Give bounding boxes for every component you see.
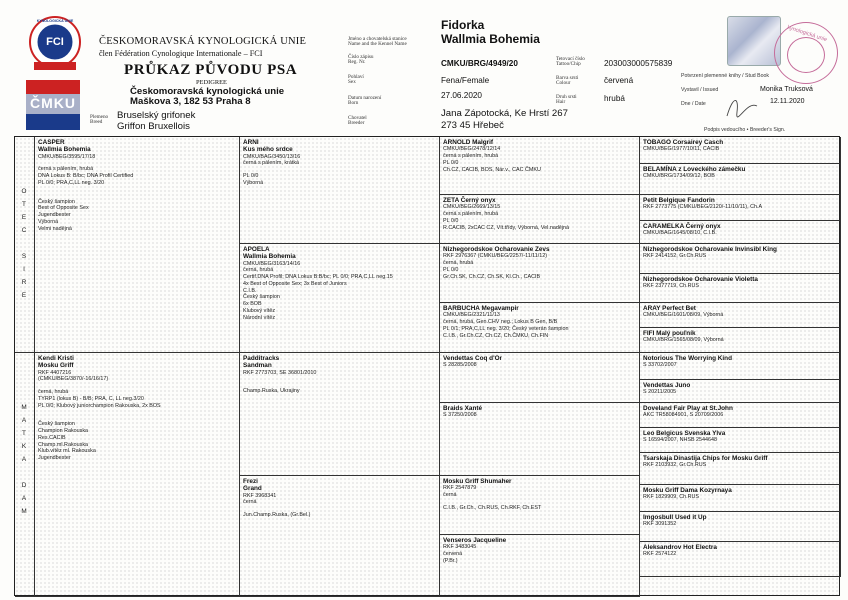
- great-great-grandparent-cell: [640, 403, 841, 428]
- dog-detail-line: PL 0/0: [443, 266, 459, 273]
- dog-detail-line: PL 0/0; Klubový juniorchampion Rakouska, 2x BOS: [38, 402, 161, 409]
- dog-name: Imgosbull Used it Up: [643, 514, 707, 521]
- dog-name: ARNI: [243, 139, 259, 146]
- great-great-grandparent-cell: [640, 428, 841, 453]
- dog-detail-line: Výborná: [38, 218, 59, 225]
- dog-name: CARAMELKA Černý onyx: [643, 223, 721, 230]
- stamp-issued-by: Monika Truksová: [760, 86, 813, 93]
- doc-title: PRŮKAZ PŮVODU PSA: [124, 62, 298, 78]
- grandparent-cell: [240, 137, 440, 244]
- dog-kennel: Mosku Griff: [38, 362, 74, 370]
- dog-detail-line: Český šampion: [243, 294, 280, 301]
- dog-detail-line: černá s pálením, krátká: [243, 160, 300, 167]
- dog-detail-line: černá, hrubá: [38, 389, 69, 396]
- dog-detail-line: DNA Lokus B: B/bc; DNA Profil Certified: [38, 173, 134, 180]
- signature: [725, 92, 759, 122]
- great-grandparent-cell: [440, 195, 640, 244]
- dog-detail-line: S 20211/2005: [643, 389, 677, 396]
- dog-detail-line: CMKU/BEG/2321/11/13: [443, 312, 500, 319]
- grandparent-cell: [240, 244, 440, 353]
- doc-subtitle: PEDIGREE: [196, 79, 227, 86]
- dog-detail-line: Champ.ml.Rakouska: [38, 441, 89, 448]
- grandparent-cell: [240, 353, 440, 476]
- dog-detail-line: černá s pálením, hrubá: [443, 211, 499, 218]
- great-great-grandparent-cell: [640, 164, 841, 195]
- dog-name: Nizhegorodskoe Ocharovanie Invinsibl King: [643, 246, 777, 253]
- great-great-grandparent-cell: [640, 303, 841, 328]
- dog-detail-line: CMKU/BEG/3595/17/18: [38, 153, 96, 160]
- dog-detail-line: PL 0/0: [443, 217, 459, 224]
- side-letter: O: [21, 188, 27, 195]
- dog-sex: Fena/Female: [441, 76, 490, 85]
- org-membership: člen Fédération Cynologique Internationale – FCI: [99, 49, 263, 58]
- great-great-grandparent-cell: [640, 221, 841, 244]
- dog-detail-line: černá s pálením, hrubá: [38, 166, 94, 173]
- side-letter: K: [21, 443, 27, 450]
- dog-kennel: Sandman: [243, 362, 272, 370]
- dog-detail-line: S 33702/2007: [643, 362, 677, 369]
- dog-name: APOELA: [243, 246, 270, 253]
- side-letter: M: [21, 508, 27, 515]
- side-letter: A: [21, 495, 27, 502]
- dog-detail-line: RKF 1829909, Ch.RUS: [643, 494, 700, 501]
- dog-name: Vendettas Juno: [643, 382, 691, 389]
- dog-detail-line: 6x BOB: [243, 301, 262, 308]
- tattoo-label: Tetovací číslo Tattoo/Chip: [556, 56, 585, 68]
- cmku-logo-text: ČMKU: [30, 95, 76, 111]
- dog-detail-line: TYRP1 (lokus B) - B/B; PRA, C, LL neg.3/20: [38, 395, 144, 402]
- colour-label: Barva srsti Colour: [556, 75, 579, 87]
- dog-detail-line: Výborná: [243, 179, 264, 186]
- dog-detail-line: 4x Best of Opposite Sex; 3x Best of Juniors: [243, 280, 347, 287]
- dog-detail-line: CMKU/BRG/1565/08/09, Výborná: [643, 337, 724, 344]
- dog-detail-line: černá, hrubá: [443, 260, 474, 267]
- fci-logo: [28, 14, 82, 74]
- dog-name: ZETA Černý onyx: [443, 197, 496, 204]
- dog-detail-line: Velmi nadějná: [38, 225, 72, 232]
- dog-breeder-line1: Jana Zápotocká, Ke Hrstí 267: [441, 108, 568, 119]
- dog-detail-line: CMKU/BAG/1645/08/10, C.I.B.: [643, 230, 717, 237]
- fci-logo-text: FCI: [46, 36, 64, 48]
- dog-name: Vendettas Coq d'Or: [443, 355, 503, 362]
- dog-kennel: Grand: [243, 485, 262, 493]
- side-letter: C: [21, 227, 27, 234]
- issuer-name: Českomoravská kynologická unie: [130, 86, 285, 97]
- dog-name: Mosku Griff Dama Kozyrnaya: [643, 487, 732, 494]
- great-great-grandparent-cell: [640, 453, 841, 485]
- org-name: ČESKOMORAVSKÁ KYNOLOGICKÁ UNIE: [99, 36, 307, 47]
- great-great-grandparent-cell: [640, 353, 841, 380]
- dog-detail-line: černá s pálením, hrubá: [443, 153, 499, 160]
- dog-chip: 203003000575839: [604, 59, 673, 68]
- dog-detail-line: CMKU/BAG/3450/13/16: [243, 153, 301, 160]
- sire-dam-cell: [35, 137, 240, 353]
- great-grandparent-cell: [440, 244, 640, 303]
- dog-detail-line: S 16594/2007, NHSB 2544648: [643, 437, 718, 444]
- dog-detail-line: RKF 2547879: [443, 485, 477, 492]
- dog-name: Aleksandrov Hot Electra: [643, 544, 717, 551]
- cmku-logo: [26, 80, 80, 130]
- great-grandparent-cell: [440, 137, 640, 195]
- pedigree-grid: [14, 136, 840, 596]
- dog-detail-line: CMKU/BEG/1601/08/09, Výborná: [643, 312, 724, 319]
- dog-name: Padditracks: [243, 355, 280, 362]
- side-letter: E: [21, 292, 27, 299]
- dog-detail-line: S 28285/2008: [443, 362, 477, 369]
- born-label: Datum narození Born: [348, 95, 382, 107]
- dog-name: FIFI Malý pouľník: [643, 330, 696, 337]
- dog-detail-line: RKF 2773703, SE 36801/2010: [243, 369, 317, 376]
- dog-detail-line: Jugendbester: [38, 212, 71, 219]
- stamp-date-label: Dne / Date: [681, 101, 706, 107]
- great-grandparent-cell: [440, 476, 640, 535]
- dog-name: Kendi Kristi: [38, 355, 74, 362]
- dog-detail-line: RKF 4407216: [38, 369, 72, 376]
- side-letter: D: [21, 482, 27, 489]
- dog-detail-line: CMKU/BRG/1734/09/12, BOB: [643, 173, 715, 180]
- stamp-line1: Potvrzení plemenné knihy / Stud Book: [681, 73, 769, 79]
- dog-detail-line: Jugendbester: [38, 455, 71, 462]
- dog-detail-line: Klub.vítěz ml. Rakouska: [38, 448, 96, 455]
- side-letter: M: [21, 404, 27, 411]
- dog-kennel: Wallmia Bohemia: [38, 146, 91, 154]
- dog-detail-line: (CMKU/BEG/3870/-16/16/17): [38, 376, 109, 383]
- dog-name: CASPER: [38, 139, 65, 146]
- dog-detail-line: C.I.B., Gr.Ch.CZ, Ch.CZ, Ch.ČMKU, Ch.FIN: [443, 332, 549, 339]
- dog-detail-line: černá: [443, 492, 457, 499]
- dog-kennel: Wallmia Bohemia: [441, 32, 540, 46]
- dog-name: Leo Belgicus Svenska Ylva: [643, 430, 726, 437]
- dog-detail-line: Certif.DNA Profil; DNA Lokus B:B/bc; PL 0/0; PRA,C,LL neg.15: [243, 274, 393, 281]
- stamp-date: 12.11.2020: [770, 98, 805, 105]
- sire-dam-cell: [35, 353, 240, 597]
- dog-name: Frezi: [243, 478, 258, 485]
- dog-detail-line: RKF 2976367 (CMKU/BEG/2257/-11/11/12): [443, 253, 548, 260]
- dog-hair: hrubá: [604, 94, 625, 103]
- dog-detail-line: C.I.B.: [243, 287, 257, 294]
- great-grandparent-cell: [440, 303, 640, 353]
- dog-detail-line: Český šampion: [38, 421, 75, 428]
- dog-name: Nizhegorodskoe Ocharovanie Violetta: [643, 276, 758, 283]
- dog-name: Doveland Fair Play at St.John: [643, 405, 733, 412]
- dog-detail-line: PL 0/0; PRA,C,LL neg. 3/20: [38, 179, 105, 186]
- dog-name: Mosku Griff Shumaher: [443, 478, 512, 485]
- dog-detail-line: C.I.B., Gr.Ch., Ch.RUS, Ch.RKF, Ch.EST: [443, 504, 542, 511]
- dog-name: Notorious The Worrying Kind: [643, 355, 732, 362]
- dog-kennel: Kus mého srdce: [243, 146, 293, 154]
- grandparent-cell: [240, 476, 440, 597]
- dog-detail-line: Res.CACIB: [38, 434, 66, 441]
- great-great-grandparent-cell: [640, 274, 841, 303]
- mother-side-label: [15, 353, 35, 597]
- hair-label: Druh srsti Hair: [556, 94, 577, 106]
- dog-name: ARNOLD Malgrif: [443, 139, 494, 146]
- dog-born: 27.06.2020: [441, 91, 482, 100]
- great-great-grandparent-cell: [640, 542, 841, 577]
- great-great-grandparent-cell: [640, 244, 841, 274]
- dog-name: Venseros Jacqueline: [443, 537, 507, 544]
- side-letter: A: [21, 417, 27, 424]
- dog-name: Tsarskaja Dinastija Chips for Mosku Griff: [643, 455, 768, 462]
- dog-detail-line: černá, hrubá, Gen.CHV neg.; Lokus B Gen, B/B: [443, 319, 558, 326]
- dog-name: Braids Xanté: [443, 405, 483, 412]
- dog-detail-line: červená: [443, 551, 463, 558]
- dog-detail-line: černá: [243, 499, 257, 506]
- dog-detail-line: CMKU/BEG/2669/13/15: [443, 204, 501, 211]
- dog-detail-line: RKF 2574122: [643, 551, 677, 558]
- seal-stamp: [774, 22, 838, 84]
- great-great-grandparent-cell: [640, 380, 841, 403]
- great-great-grandparent-cell: [640, 328, 841, 353]
- dog-detail-line: S 37250/2008: [443, 412, 477, 419]
- stamp-signature-label: Podpis vedoucího • Breeder's Sign.: [704, 127, 786, 133]
- dog-detail-line: RKF 2773775 (CMKU/BEG/2120/-11/10/11), Ch.A: [643, 204, 763, 211]
- father-side-label: [15, 137, 35, 353]
- great-grandparent-cell: [440, 403, 640, 476]
- great-great-grandparent-cell: [640, 485, 841, 512]
- dog-detail-line: RKF 2377719, Ch.RUS: [643, 283, 700, 290]
- dog-detail-line: Gr.Ch.SK, Ch.CZ, Ch.SK, Kl.Ch., CACIB: [443, 273, 541, 280]
- dog-reg: CMKU/BRG/4949/20: [441, 59, 518, 68]
- fci-logo-ring: KYNOLOGICKÁ UNIE: [36, 19, 74, 23]
- side-letter: T: [22, 201, 26, 208]
- dog-detail-line: Jun.Champ.Ruska, (Gr.Bel.): [243, 512, 311, 519]
- breeder-label: Chovatel Breeder: [348, 115, 367, 127]
- reg-label: Číslo zápisu Reg. Nr.: [348, 54, 374, 66]
- dog-detail-line: PL 0/0: [443, 159, 459, 166]
- dog-detail-line: Champion Rakouska: [38, 428, 89, 435]
- side-letter: T: [22, 430, 26, 437]
- side-letter: I: [23, 266, 25, 273]
- dog-detail-line: Klubový vítěz: [243, 307, 276, 314]
- dog-colour: červená: [604, 76, 634, 85]
- dog-name: BARBUCHA Megavampir: [443, 305, 519, 312]
- dog-detail-line: Champ.Ruska, Ukrajiny: [243, 388, 300, 395]
- sex-label: Pohlaví Sex: [348, 74, 364, 86]
- dog-detail-line: RKF 2103932, Gr.Ch.RUS: [643, 462, 707, 469]
- hologram-sticker: [727, 16, 781, 66]
- dog-name: ARAY Perfect Bet: [643, 305, 696, 312]
- dog-detail-line: RKF 3483045: [443, 544, 477, 551]
- dog-detail-line: PL 0/0: [243, 173, 259, 180]
- dog-detail-line: černá, hrubá: [243, 267, 274, 274]
- dog-detail-line: Ch.CZ, CACIB, BOS, Nár.v., CAC ČMKU: [443, 166, 541, 173]
- stamp-issued-label: Vystavil / Issued: [681, 87, 719, 93]
- dog-detail-line: CMKU/BEG/2478/12/14: [443, 146, 501, 153]
- great-great-grandparent-cell: [640, 512, 841, 542]
- dog-detail-line: RKF 2414152, Gr.Ch.RUS: [643, 253, 707, 260]
- breed-en: Griffon Bruxellois: [117, 121, 190, 132]
- dog-detail-line: AKC TR58084901, S 20709/2006: [643, 412, 724, 419]
- name-label: Jméno a chovatelská stanice Name and the Kennel Name: [348, 36, 407, 48]
- dog-kennel: Wallmia Bohemia: [243, 253, 296, 261]
- side-letter: S: [21, 253, 27, 260]
- issuer-address: Maškova 3, 182 53 Praha 8: [130, 96, 251, 107]
- dog-detail-line: Best of Opposite Sex: [38, 205, 89, 212]
- side-letter: E: [21, 214, 27, 221]
- dog-detail-line: Národní vítěz: [243, 314, 276, 321]
- dog-detail-line: PL 0/1; PRA,C,LL neg. 3/20; Český veterán šampion: [443, 325, 569, 332]
- dog-detail-line: CMKU/BEG/1977/10/11, CACIB: [643, 146, 720, 153]
- dog-detail-line: Český šampion: [38, 198, 75, 205]
- dog-detail-line: RKF 3091352: [643, 521, 677, 528]
- side-letter: R: [21, 279, 27, 286]
- breed-cz: Bruselský grifonek: [117, 110, 196, 121]
- dog-name: Petit Belgique Fandorin: [643, 197, 715, 204]
- dog-name: Nizhegorodskoe Ocharovanie Zevs: [443, 246, 550, 253]
- dog-breeder-line2: 273 45 Hřebeč: [441, 120, 504, 131]
- dog-detail-line: R.CACIB, 2xCAC CZ, Vít.třídy, Výborná, Vel.nadějná: [443, 224, 570, 231]
- great-great-grandparent-cell: [640, 137, 841, 164]
- breed-label: Plemeno Breed: [90, 114, 109, 126]
- dog-name: BELAMÍNA z Loveckého zámečku: [643, 166, 746, 173]
- dog-detail-line: RKF 3968341: [243, 492, 277, 499]
- side-letter: A: [21, 456, 27, 463]
- dog-name: TOBAGO Corsairey Casch: [643, 139, 724, 146]
- seal-text: kynologická unie: [786, 24, 828, 44]
- great-grandparent-cell: [440, 535, 640, 597]
- dog-detail-line: CMKU/BEG/3163/14/16: [243, 260, 301, 267]
- dog-name: Fidorka: [441, 18, 485, 32]
- great-grandparent-cell: [440, 353, 640, 403]
- dog-detail-line: (P.Br.): [443, 557, 458, 564]
- great-great-grandparent-cell: [640, 195, 841, 221]
